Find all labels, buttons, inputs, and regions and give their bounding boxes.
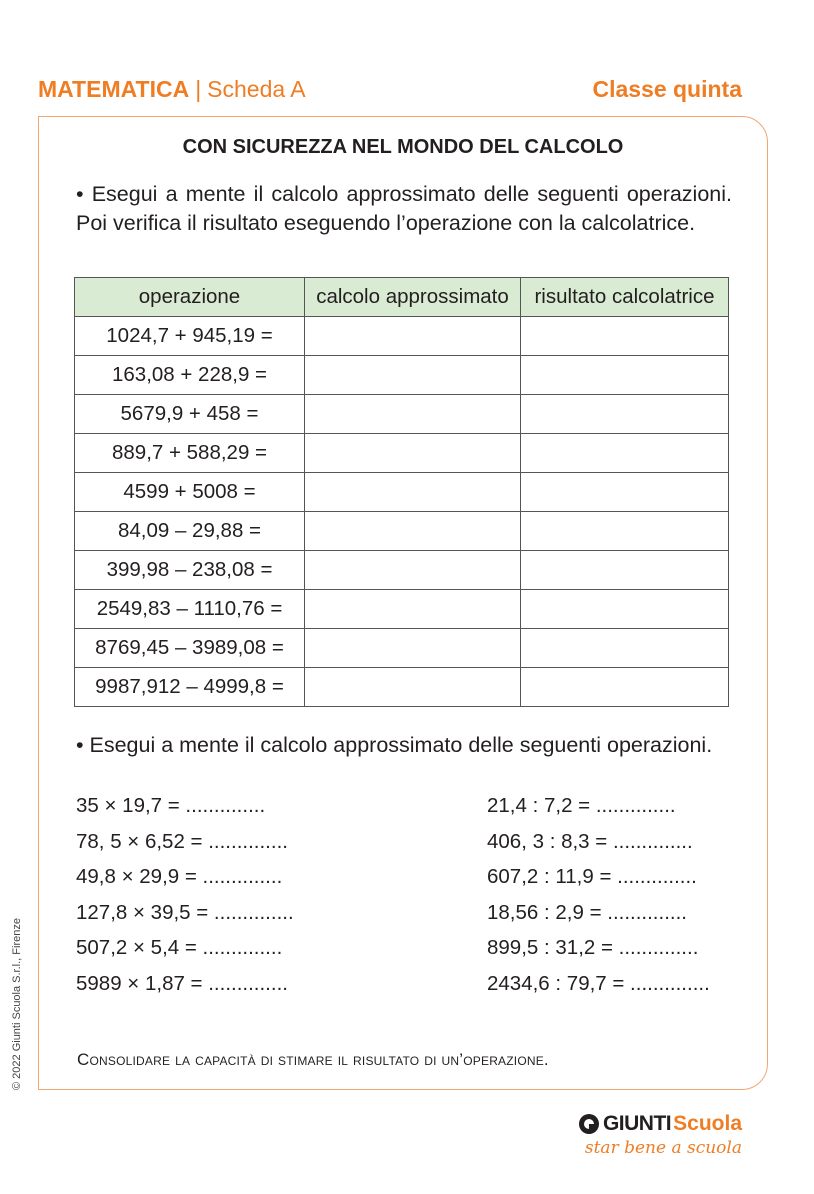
operation-cell: 2549,83 – 1110,76 = <box>75 590 305 629</box>
multiplication-item[interactable]: 5989 × 1,87 = .............. <box>76 971 288 995</box>
calculator-result-cell[interactable] <box>521 668 729 707</box>
division-item[interactable]: 2434,6 : 79,7 = .............. <box>487 971 710 995</box>
division-item[interactable]: 21,4 : 7,2 = .............. <box>487 794 676 817</box>
multiplication-item[interactable]: 507,2 × 5,4 = .............. <box>76 936 283 959</box>
sheet-label: Scheda A <box>207 76 306 102</box>
giunti-g-logo-icon <box>579 1114 599 1134</box>
brand-name-color: Scuola <box>673 1112 742 1135</box>
worksheet-title: CON SICUREZZA NEL MONDO DEL CALCOLO <box>182 136 624 158</box>
calculator-result-cell[interactable] <box>521 629 729 668</box>
estimate-cell[interactable] <box>305 395 521 434</box>
calculator-result-cell[interactable] <box>521 551 729 590</box>
operations-table <box>74 277 729 707</box>
estimate-cell[interactable] <box>305 434 521 473</box>
estimate-cell[interactable] <box>305 590 521 629</box>
operation-cell: 889,7 + 588,29 = <box>75 434 305 473</box>
calculator-result-cell[interactable] <box>521 473 729 512</box>
table-row <box>75 551 729 590</box>
brand-tagline: star bene a scuola <box>584 1138 742 1158</box>
calculator-result-cell[interactable] <box>521 512 729 551</box>
table-row <box>75 434 729 473</box>
calculator-result-cell[interactable] <box>521 590 729 629</box>
publisher-brand <box>579 1112 742 1158</box>
header-operazione: operazione <box>75 278 305 317</box>
division-item[interactable]: 899,5 : 31,2 = .............. <box>487 936 699 959</box>
page-header <box>38 76 742 103</box>
header-calcolo-approssimato: calcolo approssimato <box>305 278 521 317</box>
estimate-cell[interactable] <box>305 512 521 551</box>
table-row <box>75 512 729 551</box>
estimate-cell[interactable] <box>305 473 521 512</box>
multiplication-item[interactable]: 78, 5 × 6,52 = .............. <box>76 829 288 853</box>
multiplication-list <box>76 793 294 1006</box>
table-row <box>75 395 729 434</box>
estimate-cell[interactable] <box>305 551 521 590</box>
operation-cell: 9987,912 – 4999,8 = <box>75 668 305 707</box>
division-list <box>487 793 710 1006</box>
operation-cell: 4599 + 5008 = <box>75 473 305 512</box>
operation-cell: 5679,9 + 458 = <box>75 395 305 434</box>
division-item[interactable]: 607,2 : 11,9 = .............. <box>487 865 697 888</box>
subject-heading <box>38 76 306 103</box>
learning-objective-note: Consolidare la capacità di stimare il risultato di un’operazione. <box>77 1050 549 1069</box>
table-header-row <box>75 278 729 317</box>
class-level-label: Classe quinta <box>592 76 742 102</box>
estimate-cell[interactable] <box>305 317 521 356</box>
calculator-result-cell[interactable] <box>521 434 729 473</box>
table-row <box>75 317 729 356</box>
multiplication-item[interactable]: 35 × 19,7 = .............. <box>76 794 266 817</box>
estimate-cell[interactable] <box>305 356 521 395</box>
copyright-notice: © 2022 Giunti Scuola S.r.l., Firenze <box>11 918 23 1090</box>
calculator-result-cell[interactable] <box>521 317 729 356</box>
estimate-cell[interactable] <box>305 629 521 668</box>
estimate-cell[interactable] <box>305 668 521 707</box>
table-row <box>75 356 729 395</box>
table-row <box>75 629 729 668</box>
brand-logo <box>579 1112 742 1136</box>
multiplication-item[interactable]: 127,8 × 39,5 = .............. <box>76 900 294 924</box>
operation-cell: 163,08 + 228,9 = <box>75 356 305 395</box>
header-risultato-calcolatrice: risultato calcolatrice <box>521 278 729 317</box>
operation-cell: 1024,7 + 945,19 = <box>75 317 305 356</box>
table-row <box>75 590 729 629</box>
operation-cell: 84,09 – 29,88 = <box>75 512 305 551</box>
calculator-result-cell[interactable] <box>521 356 729 395</box>
operation-cell: 399,98 – 238,08 = <box>75 551 305 590</box>
table-row <box>75 473 729 512</box>
multiplication-item[interactable]: 49,8 × 29,9 = .............. <box>76 865 283 888</box>
instruction-1: • Esegui a mente il calcolo approssimato delle seguenti operazioni. Poi verifica il risultato eseguendo l’operazione con la calcolatrice. <box>76 182 732 235</box>
table-row <box>75 668 729 707</box>
header-separator: | <box>195 76 202 102</box>
division-item[interactable]: 18,56 : 2,9 = .............. <box>487 900 687 924</box>
calculator-result-cell[interactable] <box>521 395 729 434</box>
division-item[interactable]: 406, 3 : 8,3 = .............. <box>487 829 693 853</box>
subject-label: MATEMATICA <box>38 76 190 102</box>
operation-cell: 8769,45 – 3989,08 = <box>75 629 305 668</box>
instruction-2: • Esegui a mente il calcolo approssimato delle seguenti operazioni. <box>76 733 713 757</box>
brand-name-bold: GIUNTI <box>602 1112 672 1135</box>
